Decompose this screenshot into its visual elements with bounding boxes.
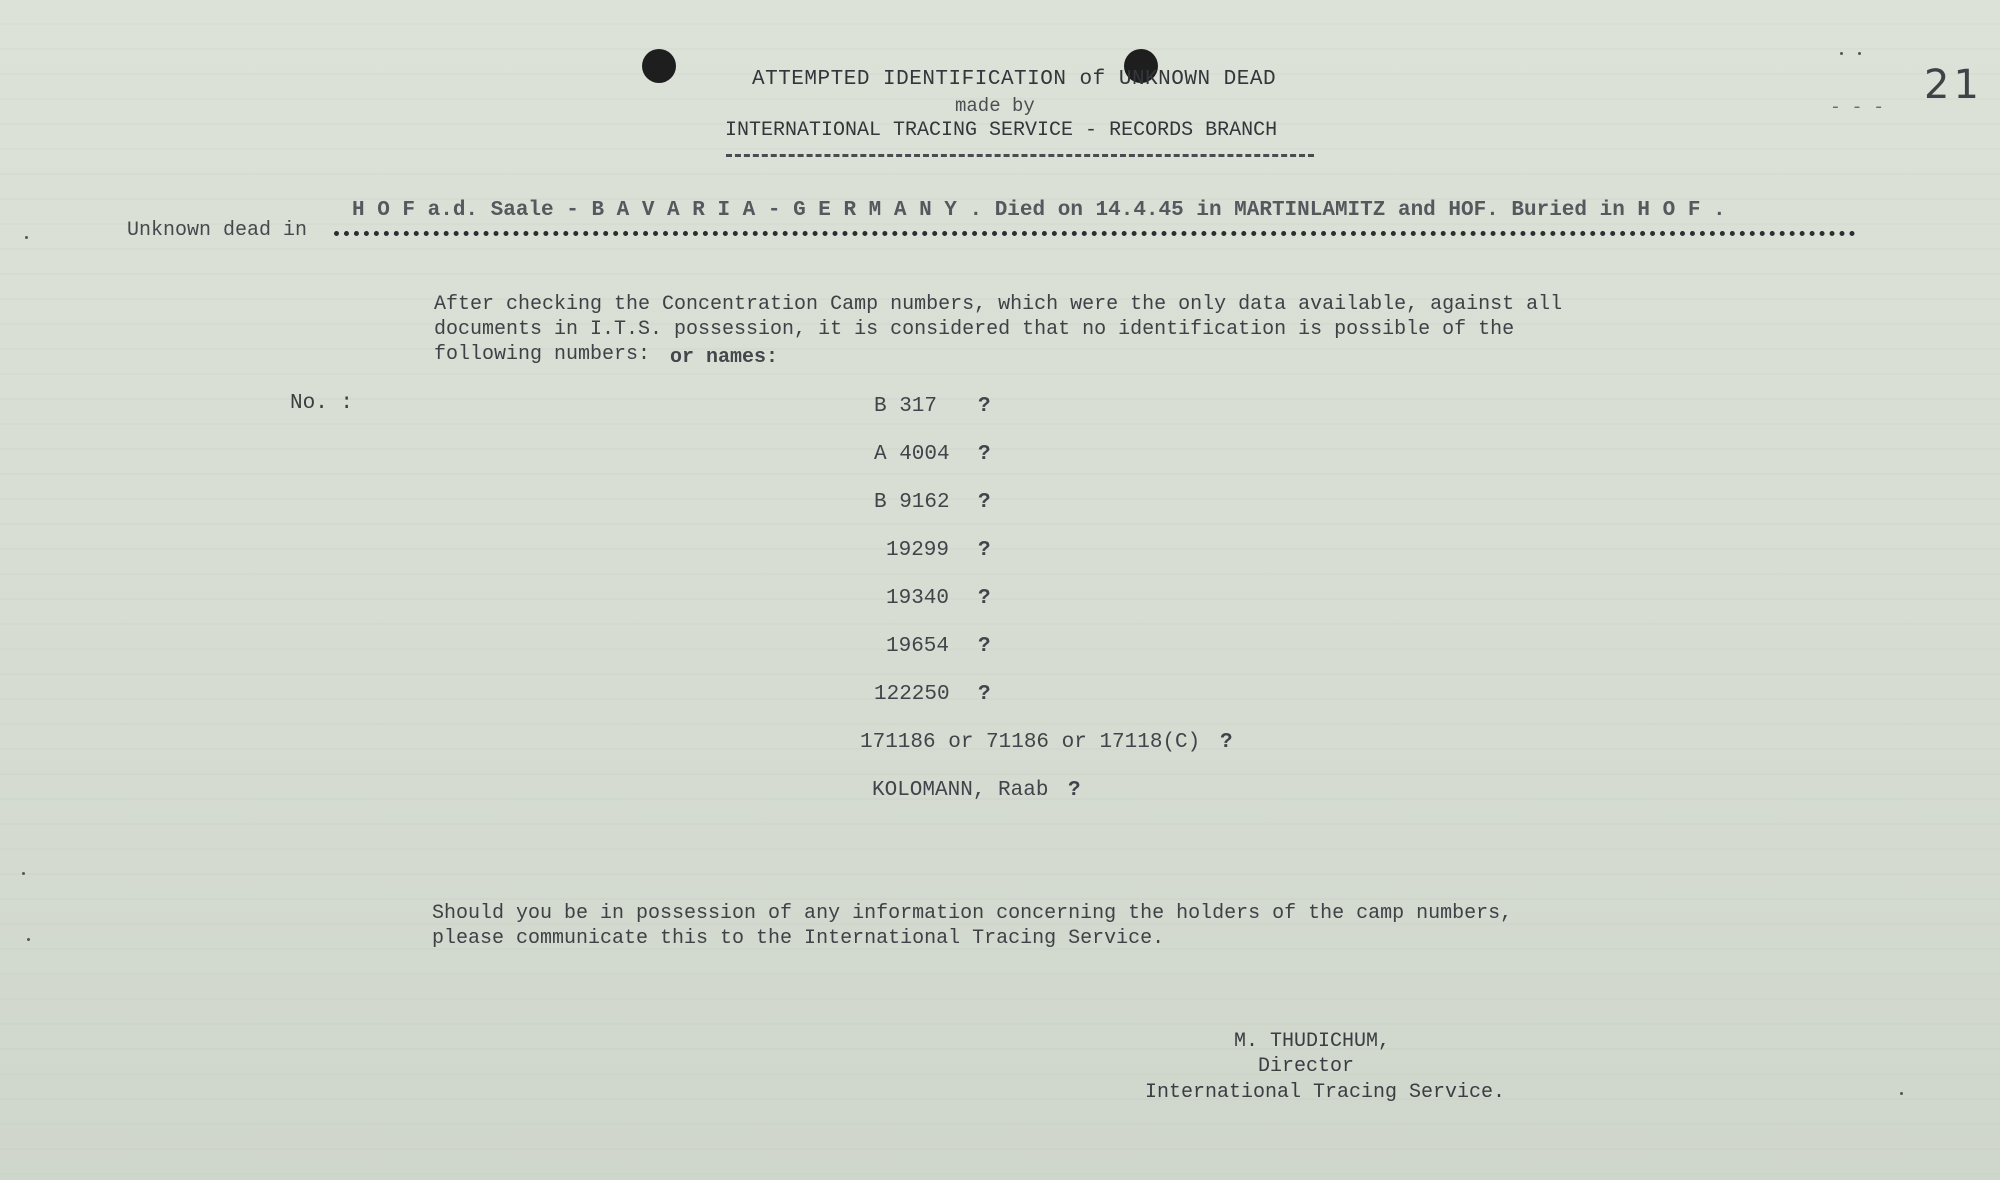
signatory-title: Director	[1258, 1055, 1355, 1078]
document-title: ATTEMPTED IDENTIFICATION of UNKNOWN DEAD	[752, 68, 1277, 91]
corner-mark: - - -	[1830, 98, 1885, 118]
signatory-name: M. THUDICHUM,	[1234, 1030, 1391, 1053]
name-value: KOLOMANN, Raab	[872, 779, 1049, 802]
intro-addition: or names:	[670, 346, 779, 369]
number-item	[874, 683, 950, 706]
margin-speck	[22, 872, 25, 875]
name-item	[872, 779, 1048, 802]
margin-speck	[25, 236, 28, 239]
number-value: 19299	[886, 539, 950, 562]
organization-line: INTERNATIONAL TRACING SERVICE - RECORDS BRANCH	[725, 119, 1278, 142]
page-number: 21	[1924, 62, 1983, 108]
query-mark: ?	[1220, 731, 1233, 754]
query-mark: ?	[1068, 779, 1081, 802]
made-by-line: made by	[955, 95, 1035, 117]
margin-speck	[1840, 52, 1843, 55]
signatory-organization: International Tracing Service.	[1145, 1081, 1506, 1104]
number-value: B 317	[874, 395, 938, 418]
number-item	[874, 443, 950, 466]
number-item	[886, 635, 949, 658]
query-mark: ?	[978, 635, 991, 658]
number-item	[886, 587, 949, 610]
closing-paragraph	[432, 901, 1512, 951]
place-of-death-text: H O F a.d. Saale - B A V A R I A - G E R M A N Y . Died on 14.4.45 in MARTINLAMITZ and HOF. Buried in H O F .	[352, 199, 1726, 222]
margin-speck	[1900, 1092, 1903, 1095]
margin-speck	[1858, 52, 1861, 55]
query-mark: ?	[978, 587, 991, 610]
closing-line-2: please communicate this to the International Tracing Service.	[432, 927, 1165, 950]
number-value: B 9162	[874, 491, 950, 514]
header-underline	[726, 154, 1314, 157]
query-mark: ?	[978, 539, 991, 562]
query-mark: ?	[978, 683, 991, 706]
intro-line-3: following numbers:	[434, 343, 651, 366]
punch-hole-left	[642, 49, 676, 83]
number-value: 171186 or 71186 or 17118(C)	[860, 731, 1201, 754]
numbers-label: No. :	[290, 392, 354, 415]
intro-line-2: documents in I.T.S. possession, it is considered that no identification is possible of the	[434, 318, 1515, 341]
unknown-dead-label: Unknown dead in	[127, 219, 308, 242]
intro-paragraph	[434, 292, 1562, 367]
dotted-fill-line	[334, 231, 1856, 236]
number-value: 19654	[886, 635, 950, 658]
intro-line-1: After checking the Concentration Camp numbers, which were the only data available, against all	[434, 293, 1563, 316]
number-item	[886, 539, 949, 562]
number-item	[874, 395, 937, 418]
number-value: A 4004	[874, 443, 950, 466]
closing-line-1: Should you be in possession of any information concerning the holders of the camp numbers,	[432, 902, 1513, 925]
number-item	[874, 491, 950, 514]
query-mark: ?	[978, 443, 991, 466]
number-value: 122250	[874, 683, 950, 706]
query-mark: ?	[978, 395, 991, 418]
number-value: 19340	[886, 587, 950, 610]
query-mark: ?	[978, 491, 991, 514]
number-item	[860, 731, 1200, 754]
margin-speck	[27, 938, 30, 941]
